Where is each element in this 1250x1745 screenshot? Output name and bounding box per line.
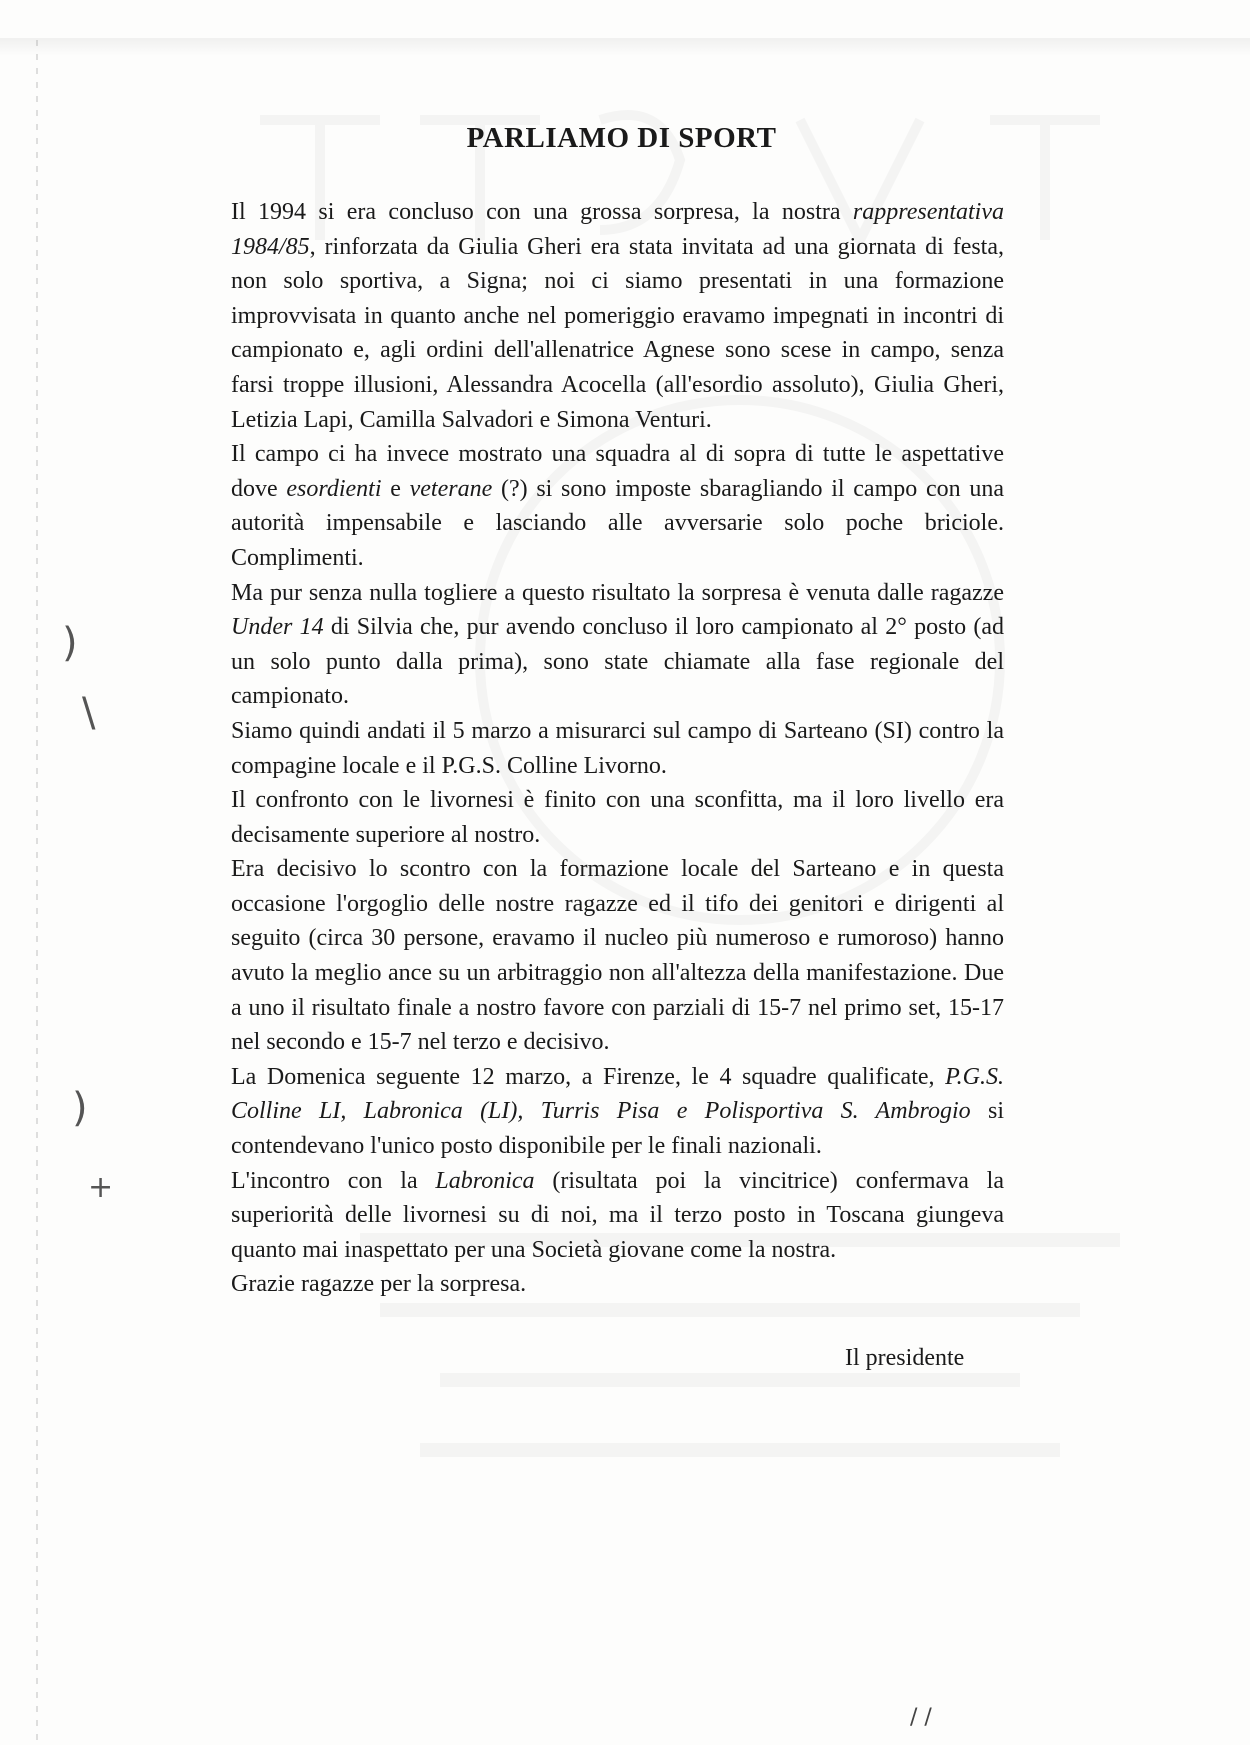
text-run: , rinforzata da Giulia Gheri era stata invitata ad una giornata di festa, non solo sportiva, a Signa; noi ci siamo presentati in una formazione improvvisata in quanto anche nel pomeriggio eravamo impegnati in incontri di campionato e, agli ordini dell'allenatrice Agnese sono scese in campo, senza farsi troppe illusioni, Alessandra Acocella (all'esordio assoluto), Giulia Gheri, Letizia Lapi, Camilla Salvadori e Simona Venturi. xyxy=(231,233,1004,433)
article-paragraph xyxy=(231,714,1004,783)
punch-hole-mark: + xyxy=(88,1170,114,1205)
italic-text-run: rappresentativa 1984/85 xyxy=(231,199,1004,260)
text-run: Il campo ci ha invece mostrato una squadra al di sopra di tutte le aspettative dove xyxy=(231,441,1004,502)
text-run: Ma pur senza nulla togliere a questo risultato la sorpresa è venuta dalle ragazze xyxy=(231,579,1004,606)
scan-mark: / / xyxy=(910,1705,932,1730)
scan-top-edge xyxy=(0,38,1250,56)
article-title: PARLIAMO DI SPORT xyxy=(466,122,777,154)
text-run: e xyxy=(381,475,410,502)
punch-hole-mark: ) xyxy=(62,620,78,666)
article-paragraph xyxy=(231,1164,1004,1268)
article-paragraph xyxy=(231,576,1004,714)
article-paragraph xyxy=(231,437,1004,575)
italic-text-run: veterane xyxy=(409,475,493,502)
article-paragraph xyxy=(231,1060,1004,1164)
text-run: Grazie ragazze per la sorpresa. xyxy=(231,1271,527,1298)
article-paragraph xyxy=(231,1267,1004,1302)
text-run: Siamo quindi andati il 5 marzo a misurarci sul campo di Sarteano (SI) contro la compagine locale e il P.G.S. Colline Livorno. xyxy=(231,717,1004,779)
article-paragraph xyxy=(231,852,1004,1060)
article-paragraph xyxy=(231,783,1004,852)
text-run: di Silvia che, pur avendo concluso il loro campionato al 2° posto (ad un solo punto dalla prima), sono state chiamate alla fase regionale del campionato. xyxy=(231,614,1004,710)
text-run: si contendevano l'unico posto disponibile per le finali nazionali. xyxy=(231,1098,1004,1160)
text-run: Il confronto con le livornesi è finito con una sconfitta, ma il loro livello era decisamente superiore al nostro. xyxy=(231,787,1004,848)
bleed-glyph xyxy=(990,120,1100,240)
text-run: (risultata poi la vincitrice) confermava la superiorità delle livornesi su di noi, ma il terzo posto in Toscana giungeva quanto mai inaspettato per una Società giovane come la nostra. xyxy=(231,1167,1004,1263)
article xyxy=(231,122,1004,1302)
italic-text-run: esordienti xyxy=(286,475,382,502)
text-run: (?) si sono imposte sbaragliando il campo con una autorità impensabile e lasciando alle avversarie solo poche briciole. Complimenti. xyxy=(231,475,1005,571)
punch-hole-mark: \ xyxy=(82,690,96,736)
italic-text-run: P.G.S. Colline LI, Labronica (LI), Turris Pisa e Polisportiva S. Ambrogio xyxy=(231,1063,1004,1125)
scan-left-edge xyxy=(36,40,38,1740)
italic-text-run: Under 14 xyxy=(231,614,324,641)
text-run: L'incontro con la xyxy=(231,1167,436,1194)
punch-hole-mark: ) xyxy=(72,1085,88,1131)
article-paragraph xyxy=(231,195,1004,437)
text-run: Era decisivo lo scontro con la formazione locale del Sarteano e in questa occasione l'orgoglio delle nostre ragazze ed il tifo dei genitori e dirigenti al seguito (circa 30 persone, eravamo il nucleo più numeroso e rumoroso) hanno avuto la meglio ance su un arbitraggio non all'altezza della manifestazione. Due a uno il risultato finale a nostro favore con parziali di 15-7 nel primo set, 15-17 nel secondo e 15-7 nel terzo e decisivo. xyxy=(231,856,1004,1056)
italic-text-run: Labronica xyxy=(435,1167,535,1194)
text-run: Il 1994 si era concluso con una grossa sorpresa, la nostra xyxy=(231,199,853,225)
article-body xyxy=(231,195,1004,1302)
signature: Il presidente xyxy=(845,1345,965,1371)
text-run: La Domenica seguente 12 marzo, a Firenze, le 4 squadre qualificate, xyxy=(231,1063,946,1090)
